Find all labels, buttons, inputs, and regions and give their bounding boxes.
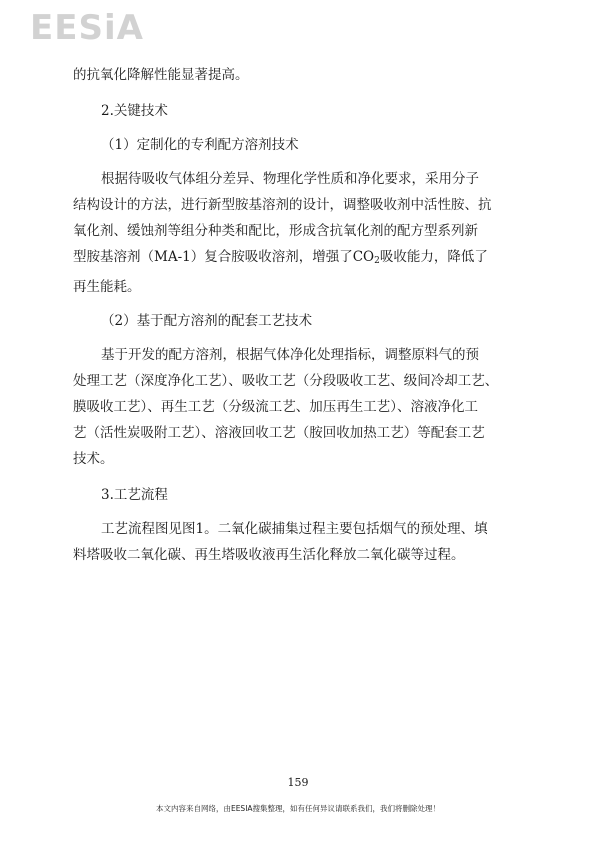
paragraph-1-line: 结构设计的方法，进行新型胺基溶剂的设计，调整吸收剂中活性胺、抗 [73,197,492,213]
eesia-logo: EESiA [30,8,144,48]
document-body [73,62,533,568]
paragraph-3-line: 工艺流程图见图1。二氧化碳捕集过程主要包括烟气的预处理、填 [101,521,488,537]
section-3-heading: 3.工艺流程 [101,487,168,503]
subscript: 2 [374,256,380,266]
text-run: 吸收能力，降低了 [379,249,488,265]
section-2-heading: 2.关键技术 [101,103,168,119]
text-run: 型胺基溶剂（MA-1）复合胺吸收溶剂，增强了CO [73,249,375,265]
paragraph-2-line: 处理工艺（深度净化工艺）、吸收工艺（分段吸收工艺、级间冷却工艺、 [73,373,499,389]
paragraph-2-line: 艺（活性炭吸附工艺）、溶液回收工艺（胺回收加热工艺）等配套工艺 [73,425,485,441]
paragraph-continuation: 的抗氧化降解性能显著提高。 [73,67,249,83]
subsection-2-heading: （2）基于配方溶剂的配套工艺技术 [101,313,313,329]
paragraph-1-line: 根据待吸收气体组分差异、物理化学性质和净化要求，采用分子 [101,171,479,187]
footer-disclaimer: 本文内容来自网络，由EESIA搜集整理，如有任何异议请联系我们，我们将删除处理！ [155,804,441,813]
paragraph-3-line: 料塔吸收二氧化碳、再生塔吸收液再生活化释放二氧化碳等过程。 [73,547,465,563]
page-number: 159 [287,776,309,789]
paragraph-2-line: 基于开发的配方溶剂，根据气体净化处理指标，调整原料气的预 [101,347,479,363]
paragraph-1-line: 氧化剂、缓蚀剂等组分种类和配比，形成含抗氧化剂的配方型系列新 [73,223,478,239]
paragraph-1-line [73,244,533,274]
subsection-1-heading: （1）定制化的专利配方溶剂技术 [101,137,299,153]
paragraph-2-line: 技术。 [73,451,114,467]
paragraph-2-line: 膜吸收工艺）、再生工艺（分级流工艺、加压再生工艺）、溶液净化工 [73,399,478,415]
paragraph-1-line: 再生能耗。 [73,279,141,295]
